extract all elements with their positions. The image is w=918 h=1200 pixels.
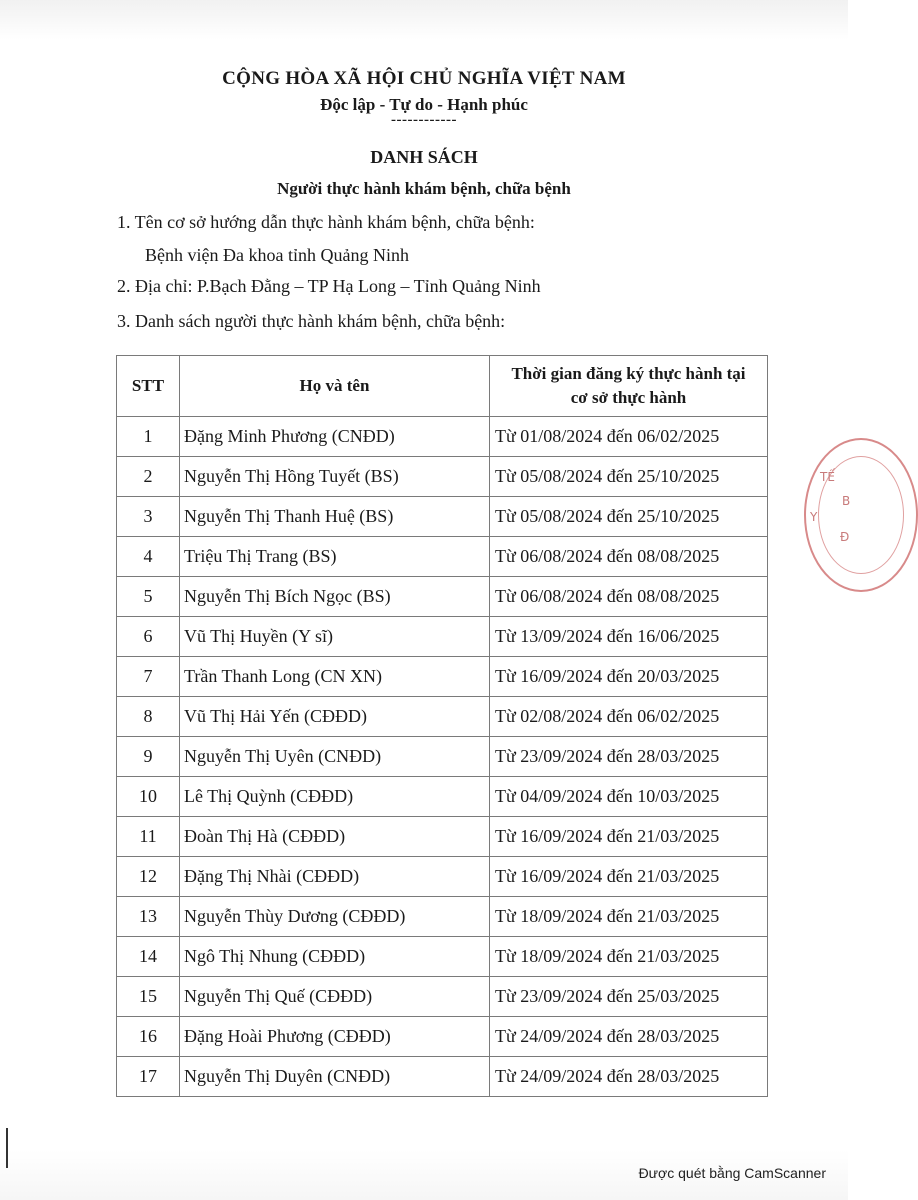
facility-name-value: Bệnh viện Đa khoa tỉnh Quảng Ninh bbox=[145, 245, 409, 265]
table-row bbox=[117, 537, 768, 577]
table-row bbox=[117, 977, 768, 1017]
header-name: Họ và tên bbox=[180, 356, 490, 417]
table-row bbox=[117, 857, 768, 897]
row-name: Nguyễn Thị Thanh Huệ (BS) bbox=[180, 497, 490, 537]
row-name: Vũ Thị Hải Yến (CĐĐD) bbox=[180, 697, 490, 737]
row-period: Từ 23/09/2024 đến 25/03/2025 bbox=[490, 977, 768, 1017]
document-title: DANH SÁCH bbox=[370, 147, 478, 167]
row-stt: 1 bbox=[117, 417, 180, 457]
practitioner-list-label: 3. Danh sách người thực hành khám bệnh, chữa bệnh: bbox=[117, 311, 506, 331]
scan-margin-mark bbox=[6, 1128, 8, 1168]
row-stt: 2 bbox=[117, 457, 180, 497]
row-period: Từ 16/09/2024 đến 21/03/2025 bbox=[490, 857, 768, 897]
table-row bbox=[117, 937, 768, 977]
row-stt: 11 bbox=[117, 817, 180, 857]
row-stt: 3 bbox=[117, 497, 180, 537]
row-period: Từ 01/08/2024 đến 06/02/2025 bbox=[490, 417, 768, 457]
row-period: Từ 06/08/2024 đến 08/08/2025 bbox=[490, 537, 768, 577]
table-row bbox=[117, 737, 768, 777]
row-period: Từ 13/09/2024 đến 16/06/2025 bbox=[490, 617, 768, 657]
row-name: Nguyễn Thị Duyên (CNĐD) bbox=[180, 1057, 490, 1097]
row-stt: 16 bbox=[117, 1017, 180, 1057]
table-row bbox=[117, 897, 768, 937]
header-stt: STT bbox=[117, 356, 180, 417]
header-time-line2: cơ sở thực hành bbox=[570, 388, 687, 407]
header-time-line1: Thời gian đăng ký thực hành tại bbox=[511, 364, 746, 383]
facility-name-label: 1. Tên cơ sở hướng dẫn thực hành khám bệnh, chữa bệnh: bbox=[117, 212, 535, 232]
motto-heading: Độc lập - Tự do - Hạnh phúc bbox=[320, 95, 528, 114]
row-name: Triệu Thị Trang (BS) bbox=[180, 537, 490, 577]
table-row bbox=[117, 1057, 768, 1097]
row-stt: 8 bbox=[117, 697, 180, 737]
row-stt: 7 bbox=[117, 657, 180, 697]
facility-address: 2. Địa chỉ: P.Bạch Đằng – TP Hạ Long – Tỉnh Quảng Ninh bbox=[117, 276, 541, 296]
row-name: Đặng Hoài Phương (CĐĐD) bbox=[180, 1017, 490, 1057]
seal-text-a: TẾ bbox=[820, 470, 835, 484]
row-name: Ngô Thị Nhung (CĐĐD) bbox=[180, 937, 490, 977]
table-row bbox=[117, 657, 768, 697]
row-name: Đoàn Thị Hà (CĐĐD) bbox=[180, 817, 490, 857]
red-seal-stamp bbox=[804, 438, 918, 592]
row-period: Từ 05/08/2024 đến 25/10/2025 bbox=[490, 497, 768, 537]
table-row bbox=[117, 577, 768, 617]
row-name: Nguyễn Thị Bích Ngọc (BS) bbox=[180, 577, 490, 617]
row-stt: 17 bbox=[117, 1057, 180, 1097]
row-period: Từ 16/09/2024 đến 21/03/2025 bbox=[490, 817, 768, 857]
row-name: Nguyễn Thị Uyên (CNĐD) bbox=[180, 737, 490, 777]
table-row bbox=[117, 697, 768, 737]
row-name: Trần Thanh Long (CN XN) bbox=[180, 657, 490, 697]
table-row bbox=[117, 617, 768, 657]
row-stt: 6 bbox=[117, 617, 180, 657]
row-stt: 15 bbox=[117, 977, 180, 1017]
row-stt: 14 bbox=[117, 937, 180, 977]
table-header-row bbox=[117, 356, 768, 417]
row-name: Vũ Thị Huyền (Y sĩ) bbox=[180, 617, 490, 657]
row-period: Từ 24/09/2024 đến 28/03/2025 bbox=[490, 1017, 768, 1057]
table-row bbox=[117, 457, 768, 497]
row-name: Đặng Minh Phương (CNĐD) bbox=[180, 417, 490, 457]
row-stt: 13 bbox=[117, 897, 180, 937]
practitioner-table bbox=[116, 355, 768, 1097]
row-name: Nguyễn Thùy Dương (CĐĐD) bbox=[180, 897, 490, 937]
header-time bbox=[490, 356, 768, 417]
row-period: Từ 05/08/2024 đến 25/10/2025 bbox=[490, 457, 768, 497]
row-period: Từ 23/09/2024 đến 28/03/2025 bbox=[490, 737, 768, 777]
row-stt: 4 bbox=[117, 537, 180, 577]
seal-text-d: Đ bbox=[840, 530, 850, 544]
row-stt: 10 bbox=[117, 777, 180, 817]
nation-heading: CỘNG HÒA XÃ HỘI CHỦ NGHĨA VIỆT NAM bbox=[222, 68, 626, 89]
document-subtitle: Người thực hành khám bệnh, chữa bệnh bbox=[277, 179, 571, 198]
table-row bbox=[117, 417, 768, 457]
scanner-watermark: Được quét bằng CamScanner bbox=[638, 1165, 826, 1181]
seal-text-b: Y bbox=[810, 510, 818, 524]
seal-text-c: B bbox=[842, 494, 851, 508]
row-stt: 9 bbox=[117, 737, 180, 777]
row-name: Nguyễn Thị Hồng Tuyết (BS) bbox=[180, 457, 490, 497]
row-period: Từ 02/08/2024 đến 06/02/2025 bbox=[490, 697, 768, 737]
table-row bbox=[117, 1017, 768, 1057]
row-period: Từ 06/08/2024 đến 08/08/2025 bbox=[490, 577, 768, 617]
table-row bbox=[117, 817, 768, 857]
row-period: Từ 24/09/2024 đến 28/03/2025 bbox=[490, 1057, 768, 1097]
row-stt: 12 bbox=[117, 857, 180, 897]
table-row bbox=[117, 497, 768, 537]
row-name: Đặng Thị Nhài (CĐĐD) bbox=[180, 857, 490, 897]
row-period: Từ 16/09/2024 đến 20/03/2025 bbox=[490, 657, 768, 697]
row-period: Từ 18/09/2024 đến 21/03/2025 bbox=[490, 937, 768, 977]
table-row bbox=[117, 777, 768, 817]
table-body bbox=[117, 417, 768, 1097]
row-name: Lê Thị Quỳnh (CĐĐD) bbox=[180, 777, 490, 817]
row-stt: 5 bbox=[117, 577, 180, 617]
row-name: Nguyễn Thị Quế (CĐĐD) bbox=[180, 977, 490, 1017]
row-period: Từ 04/09/2024 đến 10/03/2025 bbox=[490, 777, 768, 817]
row-period: Từ 18/09/2024 đến 21/03/2025 bbox=[490, 897, 768, 937]
heading-separator: ------------ bbox=[391, 112, 457, 128]
